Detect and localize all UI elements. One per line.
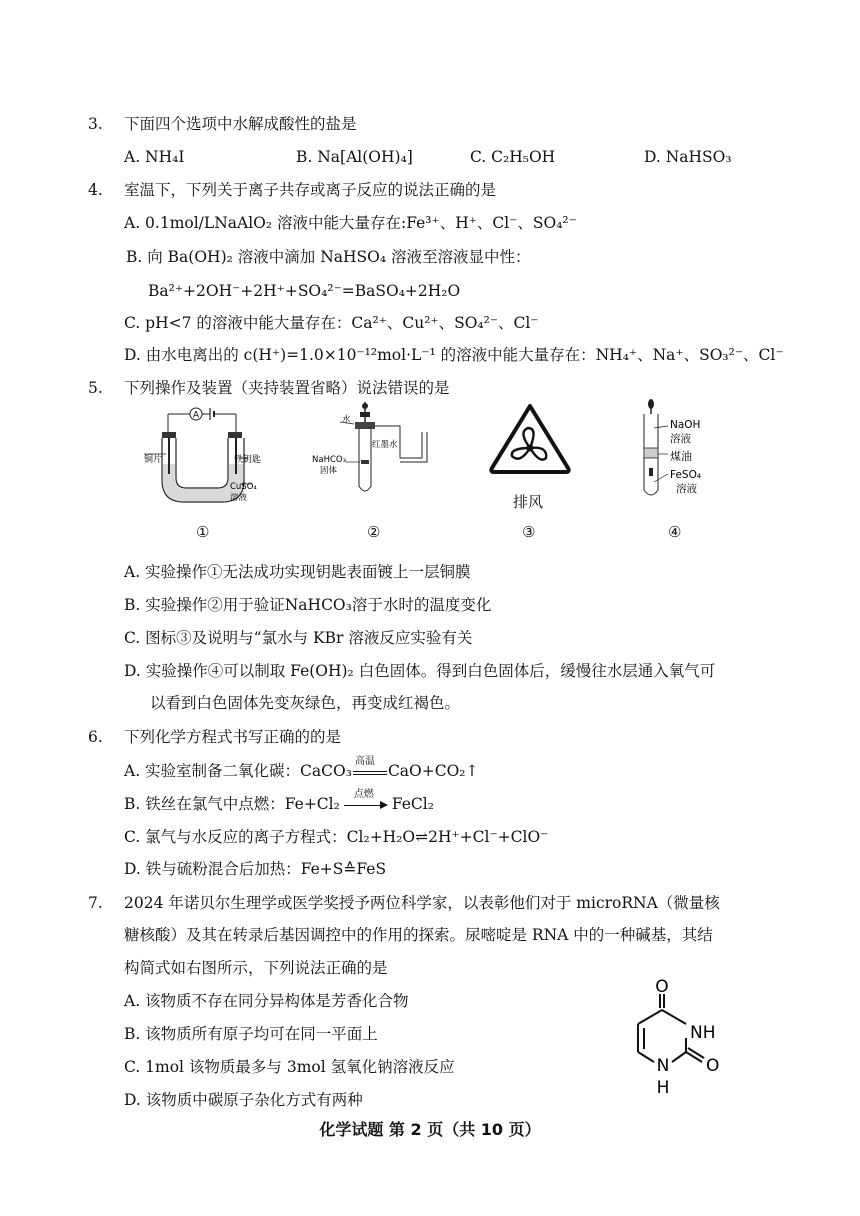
q5-stem: 下列操作及装置（夹持装置省略）说法错误的是 bbox=[124, 379, 450, 397]
uracil-hydrogen-bottom: H bbox=[656, 1078, 670, 1098]
q3-option-a: A. NH₄I bbox=[124, 148, 185, 166]
naoh-solution-label: 溶液 bbox=[670, 433, 691, 445]
copper-sheet-label: 铜片 bbox=[144, 455, 163, 465]
page-footer: 化学试题 第 2 页（共 10 页） bbox=[319, 1120, 541, 1139]
q6-a-reactant: A. 实验室制备二氧化碳：CaCO₃ bbox=[124, 762, 352, 780]
solid-label: 固体 bbox=[320, 466, 338, 476]
kerosene-label: 煤油 bbox=[670, 450, 692, 463]
q5-number: 5. bbox=[88, 379, 103, 397]
q5-option-a: A. 实验操作①无法成功实现钥匙表面镀上一层铜膜 bbox=[124, 563, 471, 581]
q3-number: 3. bbox=[88, 115, 103, 133]
high-temperature-label: 高温 bbox=[354, 756, 375, 767]
naoh-label: NaOH bbox=[670, 419, 701, 431]
feso4-label: FeSO₄ bbox=[670, 469, 702, 481]
uracil-nitrogen-bottom: N bbox=[656, 1056, 670, 1076]
ventilation-label: 排风 bbox=[513, 493, 544, 511]
uracil-structure-figure bbox=[618, 978, 728, 1100]
q3-option-d: D. NaHSO₃ bbox=[644, 148, 732, 166]
q5-option-c: C. 图标③及说明与“氯水与 KBr 溶液反应实验有关 bbox=[124, 629, 473, 647]
cuso4-label: CuSO₄ bbox=[230, 482, 257, 492]
q7-option-d: D. 该物质中碳原子杂化方式有两种 bbox=[124, 1091, 363, 1109]
q5-option-d-continued: 以看到白色固体先变灰绿色，再变成红褐色。 bbox=[150, 694, 461, 712]
uracil-oxygen-right: O bbox=[706, 1056, 720, 1076]
figure-4-caption: ④ bbox=[668, 523, 682, 541]
q6-stem: 下列化学方程式书写正确的的是 bbox=[124, 728, 342, 746]
q4-stem: 室温下，下列关于离子共存或离子反应的说法正确的是 bbox=[124, 181, 497, 199]
feso4-solution-label: 溶液 bbox=[676, 483, 697, 495]
q4-option-a: A. 0.1mol/LNaAlO₂ 溶液中能大量存在:Fe³⁺、H⁺、Cl⁻、SO₄²⁻ bbox=[124, 214, 577, 232]
ignition-label: 点燃 bbox=[353, 789, 374, 800]
q4-option-b: B. 向 Ba(OH)₂ 溶液中滴加 NaHSO₄ 溶液至溶液显中性： bbox=[126, 248, 531, 266]
feoh2-preparation-apparatus-figure bbox=[640, 398, 720, 508]
cuso4-solution-label: 溶液 bbox=[230, 493, 248, 503]
q4-option-c: C. pH<7 的溶液中能大量存在：Ca²⁺、Cu²⁺、SO₄²⁻、Cl⁻ bbox=[124, 314, 539, 332]
figure-1-caption: ① bbox=[196, 523, 210, 541]
electroplating-apparatus-figure bbox=[140, 402, 280, 510]
red-ink-label: 红墨水 bbox=[372, 440, 398, 450]
q7-option-c: C. 1mol 该物质最多与 3mol 氢氧化钠溶液反应 bbox=[124, 1058, 455, 1076]
q7-option-b: B. 该物质所有原子均可在同一平面上 bbox=[124, 1025, 378, 1043]
nahco3-dissolution-apparatus-figure bbox=[310, 402, 450, 508]
q7-number: 7. bbox=[88, 894, 103, 912]
uracil-nh-right: NH bbox=[690, 1023, 716, 1043]
high-temperature-condition bbox=[353, 756, 387, 781]
q6-a-products: CaO+CO₂↑ bbox=[387, 762, 479, 780]
q7-stem-line-3: 构简式如右图所示，下列说法正确的是 bbox=[124, 959, 388, 977]
iron-key-label: 铁钥匙 bbox=[234, 455, 262, 465]
q6-option-b bbox=[124, 789, 434, 814]
ignition-arrow bbox=[344, 789, 388, 814]
q5-option-b: B. 实验操作②用于验证NaHCO₃溶于水时的温度变化 bbox=[124, 596, 492, 614]
q5-option-d: D. 实验操作④可以制取 Fe(OH)₂ 白色固体。得到白色固体后，缓慢往水层通入氧气可 bbox=[124, 662, 716, 680]
q4-option-b-equation: Ba²⁺+2OH⁻+2H⁺+SO₄²⁻=BaSO₄+2H₂O bbox=[148, 282, 461, 300]
q7-option-a: A. 该物质不存在同分异构体是芳香化合物 bbox=[124, 992, 409, 1010]
q6-number: 6. bbox=[88, 728, 103, 746]
q6-b-product: FeCl₂ bbox=[391, 795, 434, 813]
q3-option-b: B. Na[Al(OH)₄] bbox=[296, 148, 413, 166]
q6-option-a bbox=[124, 756, 479, 781]
q4-number: 4. bbox=[88, 181, 103, 199]
uracil-oxygen-top: O bbox=[655, 978, 669, 997]
water-label: 水 bbox=[342, 415, 351, 425]
q7-stem-line-1: 2024 年诺贝尔生理学或医学奖授予两位科学家，以表彰他们对于 microRNA（微量核 bbox=[124, 894, 720, 912]
q6-option-c: C. 氯气与水反应的离子方程式：Cl₂+H₂O⇌2H⁺+Cl⁻+ClO⁻ bbox=[124, 828, 549, 846]
q4-option-d: D. 由水电离出的 c(H⁺)=1.0×10⁻¹²mol·L⁻¹ 的溶液中能大量存在：NH₄⁺、Na⁺、SO₃²⁻、Cl⁻ bbox=[124, 346, 784, 364]
ammeter-label: A bbox=[192, 410, 200, 421]
q3-option-c: C. C₂H₅OH bbox=[470, 148, 556, 166]
figure-3-caption: ③ bbox=[522, 523, 536, 541]
q6-option-d: D. 铁与硫粉混合后加热：Fe+S≙FeS bbox=[124, 860, 387, 878]
q7-stem-line-2: 糖核酸）及其在转录后基因调控中的作用的探索。尿嘧啶是 RNA 中的一种碱基，其结 bbox=[124, 926, 713, 944]
ventilation-warning-icon bbox=[488, 402, 572, 476]
nahco3-label: NaHCO₃ bbox=[312, 455, 346, 465]
q6-b-reactant: B. 铁丝在氯气中点燃：Fe+Cl₂ bbox=[124, 795, 340, 813]
figure-2-caption: ② bbox=[367, 523, 381, 541]
q3-stem: 下面四个选项中水解成酸性的盐是 bbox=[124, 115, 357, 133]
